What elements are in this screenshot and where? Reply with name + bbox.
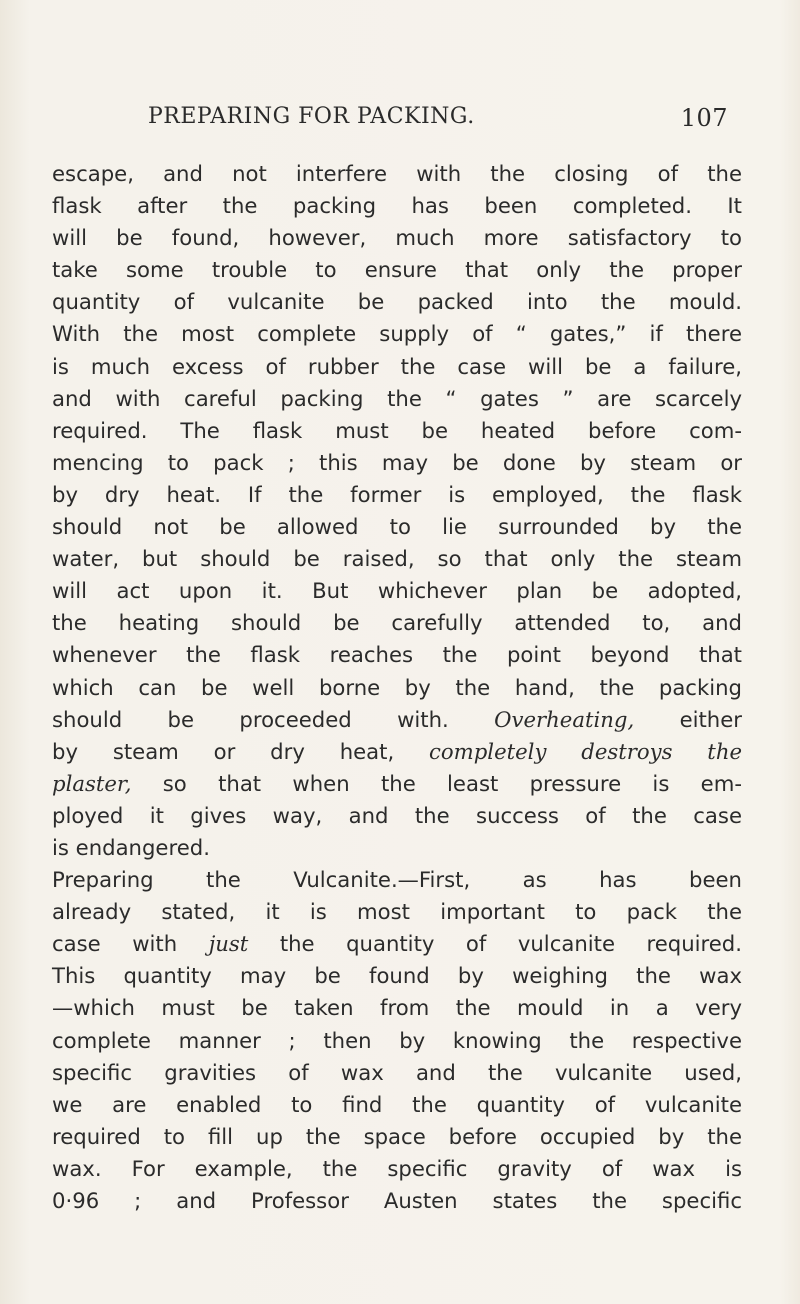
text-run: the quantity of vulcanite required.	[279, 931, 742, 957]
text-line: quantity of vulcanite be packed into the mould.	[52, 289, 742, 315]
text-line: is endangered.	[52, 834, 210, 860]
italic-text: Overheating,	[494, 706, 635, 732]
text-line: by dry heat. If the former is employed, the flask	[52, 481, 742, 507]
text-line: should not be allowed to lie surrounded by the	[52, 514, 742, 540]
text-line	[52, 768, 742, 800]
text-line: required to fill up the space before occupied by the	[52, 1123, 742, 1149]
text-run: should be proceeded with.	[52, 706, 449, 732]
body-text	[52, 158, 742, 1217]
section-heading-line: Preparing the Vulcanite.—First, as has been	[52, 867, 742, 893]
italic-text: just	[208, 931, 249, 957]
text-line: water, but should be raised, so that only the steam	[52, 546, 742, 572]
text-line: mencing to pack ; this may be done by steam or	[52, 449, 742, 475]
text-line: required. The flask must be heated before com-	[52, 417, 742, 443]
running-title: PREPARING FOR PACKING.	[148, 104, 475, 129]
text-line: already stated, it is most important to pack the	[52, 899, 742, 925]
text-run: case with	[52, 931, 178, 957]
page-number: 107	[680, 104, 728, 132]
text-line: —which must be taken from the mould in a very	[52, 995, 742, 1021]
text-line: flask after the packing has been completed. It	[52, 193, 742, 219]
italic-text: completely destroys the	[429, 738, 742, 764]
italic-text: plaster,	[52, 770, 132, 796]
text-run: so that when the least pressure is em-	[162, 770, 742, 796]
text-run: by steam or dry heat,	[52, 738, 395, 764]
text-line: the heating should be carefully attended to, and	[52, 610, 742, 636]
text-line: specific gravities of wax and the vulcanite used,	[52, 1059, 742, 1085]
text-line: complete manner ; then by knowing the respective	[52, 1027, 742, 1053]
text-line: This quantity may be found by weighing the wax	[52, 963, 742, 989]
text-line	[52, 928, 742, 960]
text-line: will act upon it. But whichever plan be adopted,	[52, 578, 742, 604]
text-line: 0·96 ; and Professor Austen states the specific	[52, 1188, 742, 1213]
text-line: is much excess of rubber the case will be a failure,	[52, 353, 742, 379]
text-line: ployed it gives way, and the success of the case	[52, 802, 742, 828]
text-line: take some trouble to ensure that only the proper	[52, 257, 742, 283]
text-run: either	[679, 706, 742, 732]
text-line: which can be well borne by the hand, the packing	[52, 674, 742, 700]
text-line: With the most complete supply of “ gates,” if there	[52, 321, 742, 347]
text-line: will be found, however, much more satisfactory to	[52, 225, 742, 251]
text-line	[52, 704, 742, 736]
text-line: wax. For example, the specific gravity of wax is	[52, 1155, 742, 1181]
text-line: we are enabled to find the quantity of vulcanite	[52, 1091, 742, 1117]
text-line: escape, and not interfere with the closing of the	[52, 161, 742, 186]
text-line: whenever the flask reaches the point beyond that	[52, 642, 742, 668]
text-line	[52, 736, 742, 768]
text-line: and with careful packing the “ gates ” are scarcely	[52, 385, 742, 411]
